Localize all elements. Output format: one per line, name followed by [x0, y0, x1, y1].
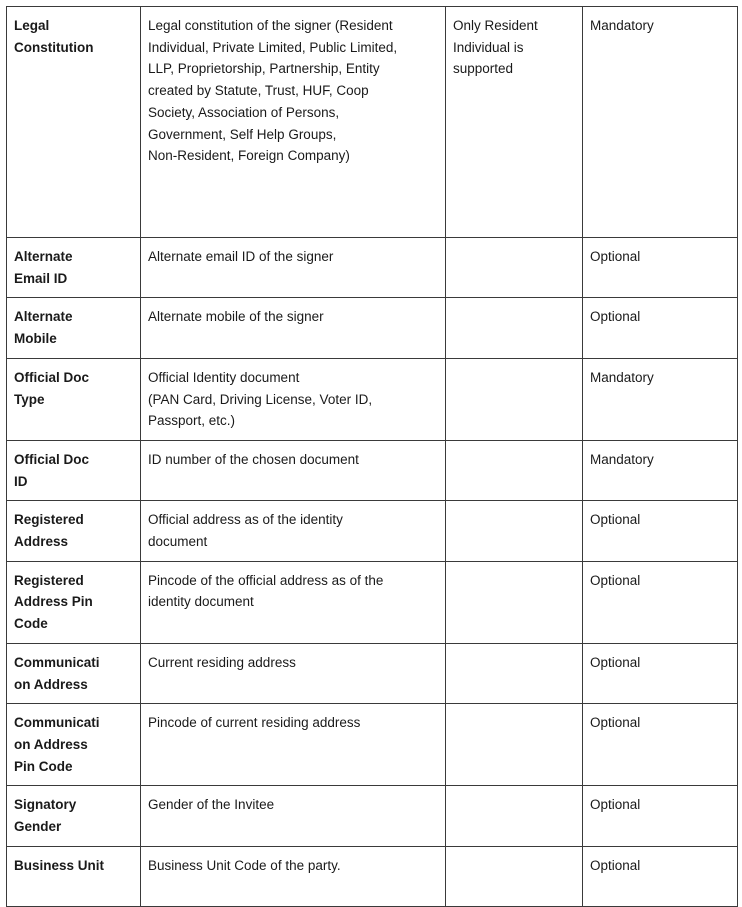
field-name-cell: [7, 786, 141, 846]
description-cell: [141, 561, 446, 643]
field-name-cell: [7, 298, 141, 358]
table-row: [7, 7, 738, 238]
field-name-line: on Address: [14, 736, 88, 752]
description-line: Business Unit Code of the party.: [148, 857, 341, 873]
field-name-line: Registered: [14, 572, 84, 588]
note-cell: [446, 786, 583, 846]
field-name-cell: [7, 561, 141, 643]
requirement-cell: Mandatory: [583, 7, 738, 238]
table-row: [7, 704, 738, 786]
note-cell: [446, 846, 583, 906]
description-line: Gender of the Invitee: [148, 797, 275, 813]
description-line: Society, Association of Persons,: [148, 104, 340, 120]
field-name-line: Code: [14, 616, 48, 632]
note-cell: [446, 501, 583, 561]
note-cell: [446, 643, 583, 703]
requirement-cell: Optional: [583, 501, 738, 561]
field-name-line: ID: [14, 473, 28, 489]
field-name-line: Address: [14, 534, 69, 550]
field-name-line: Type: [14, 391, 45, 407]
field-name-line: Alternate: [14, 309, 73, 325]
requirement-cell: Mandatory: [583, 440, 738, 500]
table-row: [7, 643, 738, 703]
field-name-cell: [7, 440, 141, 500]
table-body: [7, 7, 738, 907]
field-name-cell: [7, 358, 141, 440]
table-row: [7, 358, 738, 440]
note-cell: [446, 7, 583, 238]
note-cell: [446, 704, 583, 786]
description-cell: [141, 7, 446, 238]
requirement-cell: Optional: [583, 298, 738, 358]
field-name-cell: [7, 7, 141, 238]
field-name-line: on Address: [14, 676, 88, 692]
field-name-line: Official Doc: [14, 451, 90, 467]
description-line: document: [148, 534, 208, 550]
description-line: Legal constitution of the signer (Resident: [148, 18, 393, 33]
description-line: ID number of the chosen document: [148, 451, 359, 467]
field-name-line: Mobile: [14, 331, 57, 347]
description-line: Alternate email ID of the signer: [148, 249, 334, 264]
note-cell: [446, 561, 583, 643]
description-line: Current residing address: [148, 654, 296, 670]
field-name-line: Registered: [14, 512, 84, 528]
note-cell: [446, 238, 583, 298]
requirement-cell: Optional: [583, 846, 738, 906]
requirement-cell: Optional: [583, 786, 738, 846]
description-cell: [141, 786, 446, 846]
description-line: Pincode of the official address as of the: [148, 572, 384, 588]
field-name-cell: [7, 846, 141, 906]
field-name-cell: [7, 238, 141, 298]
description-cell: [141, 238, 446, 298]
note-cell: [446, 440, 583, 500]
requirement-cell: Mandatory: [583, 358, 738, 440]
requirement-cell: Optional: [583, 561, 738, 643]
table-row: [7, 561, 738, 643]
description-line: Government, Self Help Groups,: [148, 126, 337, 142]
requirement-cell: Optional: [583, 238, 738, 298]
description-line: Alternate mobile of the signer: [148, 309, 324, 325]
field-name-cell: [7, 704, 141, 786]
description-cell: [141, 704, 446, 786]
description-line: Passport, etc.): [148, 413, 236, 429]
description-cell: [141, 501, 446, 561]
description-line: LLP, Proprietorship, Partnership, Entity: [148, 61, 380, 77]
description-line: (PAN Card, Driving License, Voter ID,: [148, 391, 373, 407]
description-line: identity document: [148, 594, 254, 610]
table-row: [7, 238, 738, 298]
field-name-cell: [7, 643, 141, 703]
field-name-line: Signatory: [14, 797, 77, 813]
description-line: Individual, Private Limited, Public Limited,: [148, 39, 398, 55]
table-row: [7, 846, 738, 906]
description-cell: [141, 440, 446, 500]
description-cell: [141, 643, 446, 703]
table-row: [7, 440, 738, 500]
description-line: Official address as of the identity: [148, 512, 343, 528]
description-line: Pincode of current residing address: [148, 715, 361, 731]
note-cell: [446, 358, 583, 440]
note-cell: [446, 298, 583, 358]
field-name-line: Business Unit: [14, 857, 105, 873]
field-name-line: Email ID: [14, 270, 68, 286]
description-line: Official Identity document: [148, 369, 300, 385]
description-cell: [141, 846, 446, 906]
field-name-line: Official Doc: [14, 369, 90, 385]
field-name-line: Address Pin: [14, 594, 93, 610]
field-name-line: Alternate: [14, 249, 73, 264]
field-name-line: Constitution: [14, 39, 94, 55]
field-name-cell: [7, 501, 141, 561]
description-cell: [141, 298, 446, 358]
table-row: [7, 298, 738, 358]
note-line: Individual is: [453, 39, 524, 55]
field-name-line: Pin Code: [14, 758, 73, 774]
field-name-line: Legal: [14, 18, 50, 33]
description-cell: [141, 358, 446, 440]
requirement-cell: Optional: [583, 643, 738, 703]
table-row: [7, 501, 738, 561]
table-row: [7, 786, 738, 846]
note-line: Only Resident: [453, 18, 538, 33]
requirement-cell: Optional: [583, 704, 738, 786]
field-name-line: Gender: [14, 819, 62, 835]
field-name-line: Communicati: [14, 654, 100, 670]
field-name-line: Communicati: [14, 715, 100, 731]
description-line: created by Statute, Trust, HUF, Coop: [148, 83, 369, 99]
note-line: supported: [453, 61, 514, 77]
field-spec-table: [6, 6, 738, 907]
description-line: Non-Resident, Foreign Company): [148, 148, 350, 164]
